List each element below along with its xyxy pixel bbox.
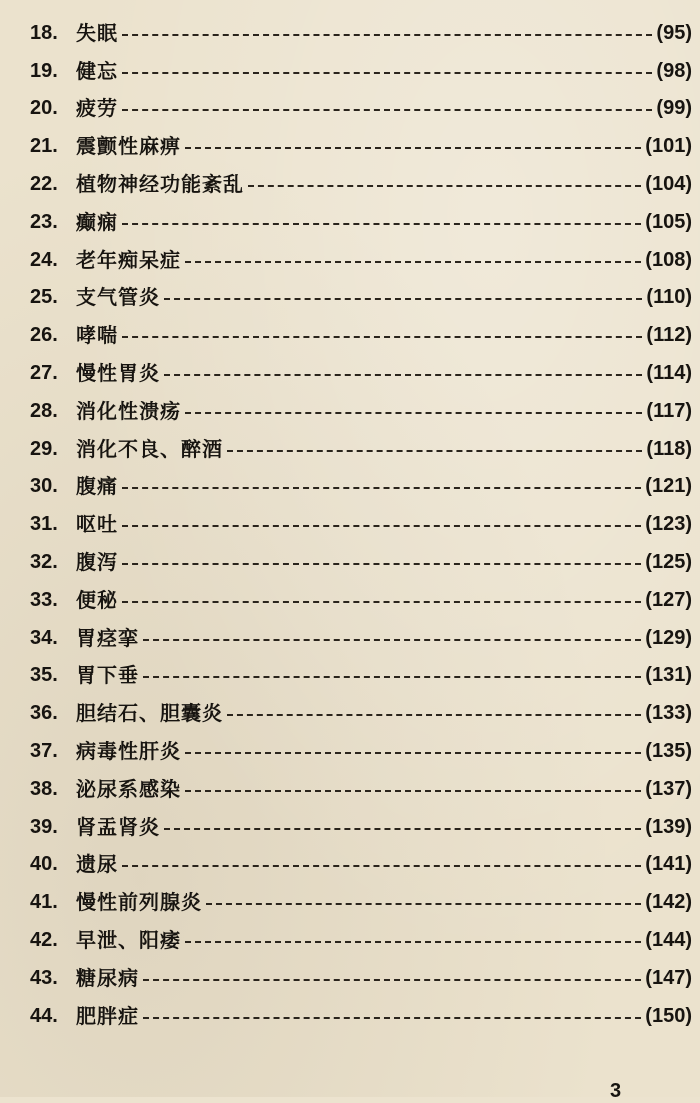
toc-entry [0, 392, 700, 430]
toc-entry [0, 279, 700, 317]
dotted-leader [122, 72, 652, 74]
entry-title: 健忘 [76, 58, 118, 83]
toc-entry [0, 581, 700, 619]
entry-page-ref: (110) [646, 286, 692, 309]
entry-page-ref: (150) [645, 1004, 692, 1027]
toc-entry [0, 543, 700, 581]
entry-page-ref: (101) [645, 135, 692, 158]
dotted-leader [122, 336, 642, 338]
entry-page-ref: (147) [645, 966, 692, 989]
toc-entry [0, 316, 700, 354]
dotted-leader [248, 185, 641, 187]
entry-page-ref: (127) [645, 588, 692, 611]
entry-title: 胃痉挛 [76, 625, 139, 650]
dotted-leader [143, 639, 641, 641]
dotted-leader [185, 147, 641, 149]
dotted-leader [122, 525, 641, 527]
toc-entry [0, 883, 700, 921]
entry-number: 27. [30, 362, 58, 385]
entry-number: 26. [30, 324, 58, 347]
dotted-leader [227, 450, 642, 452]
entry-number: 25. [30, 286, 58, 309]
toc-entry [0, 505, 700, 543]
entry-number: 22. [30, 173, 58, 196]
entry-title: 肥胖症 [76, 1003, 139, 1028]
toc-entry [0, 52, 700, 90]
entry-title: 泌尿系感染 [76, 776, 181, 801]
toc-entry [0, 770, 700, 808]
entry-number: 23. [30, 210, 58, 233]
toc-entry [0, 846, 700, 884]
toc-entry [0, 354, 700, 392]
toc-entry [0, 241, 700, 279]
entry-title: 失眠 [76, 20, 118, 45]
entry-page-ref: (131) [645, 664, 692, 687]
dotted-leader [122, 865, 641, 867]
toc-entry [0, 430, 700, 468]
dotted-leader [164, 374, 642, 376]
entry-title: 慢性胃炎 [76, 361, 160, 386]
entry-title: 糖尿病 [76, 965, 139, 990]
dotted-leader [185, 790, 641, 792]
entry-number: 28. [30, 399, 58, 422]
entry-title: 哮喘 [76, 323, 118, 348]
entry-title: 支气管炎 [76, 285, 160, 310]
dotted-leader [143, 1017, 641, 1019]
entry-number: 20. [30, 97, 58, 120]
entry-title: 震颤性麻痹 [76, 134, 181, 159]
dotted-leader [122, 223, 641, 225]
entry-title: 胆结石、胆囊炎 [76, 701, 223, 726]
dotted-leader [143, 979, 641, 981]
dotted-leader [185, 752, 641, 754]
toc-entry [0, 203, 700, 241]
entry-page-ref: (121) [645, 475, 692, 498]
dotted-leader [185, 412, 642, 414]
toc-entry [0, 657, 700, 695]
entry-number: 34. [30, 626, 58, 649]
entry-page-ref: (133) [645, 702, 692, 725]
entry-number: 19. [30, 59, 58, 82]
dotted-leader [227, 714, 641, 716]
dotted-leader [164, 298, 642, 300]
entry-title: 遗尿 [76, 852, 118, 877]
entry-title: 呕吐 [76, 512, 118, 537]
entry-page-ref: (117) [646, 399, 692, 422]
entry-page-ref: (139) [645, 815, 692, 838]
dotted-leader [122, 34, 652, 36]
dotted-leader [206, 903, 641, 905]
toc-entry [0, 694, 700, 732]
entry-page-ref: (95) [656, 21, 692, 44]
entry-number: 42. [30, 929, 58, 952]
entry-title: 老年痴呆症 [76, 247, 181, 272]
entry-title: 肾盂肾炎 [76, 814, 160, 839]
entry-page-ref: (129) [645, 626, 692, 649]
toc-entry [0, 90, 700, 128]
entry-title: 腹痛 [76, 474, 118, 499]
entry-title: 腹泻 [76, 550, 118, 575]
dotted-leader [122, 109, 652, 111]
entry-number: 18. [30, 21, 58, 44]
entry-page-ref: (98) [656, 59, 692, 82]
entry-page-ref: (123) [645, 513, 692, 536]
dotted-leader [143, 676, 641, 678]
entry-number: 38. [30, 777, 58, 800]
entry-number: 30. [30, 475, 58, 498]
toc-entry [0, 14, 700, 52]
dotted-leader [185, 941, 641, 943]
entry-page-ref: (105) [645, 210, 692, 233]
toc-entry [0, 127, 700, 165]
entry-page-ref: (144) [645, 929, 692, 952]
entry-title: 病毒性肝炎 [76, 739, 181, 764]
dotted-leader [164, 828, 641, 830]
entry-number: 41. [30, 891, 58, 914]
entry-page-ref: (99) [656, 97, 692, 120]
entry-title: 癫痫 [76, 209, 118, 234]
table-of-contents [0, 14, 700, 1035]
toc-entry [0, 921, 700, 959]
entry-number: 21. [30, 135, 58, 158]
toc-entry [0, 997, 700, 1035]
entry-number: 39. [30, 815, 58, 838]
entry-number: 43. [30, 966, 58, 989]
entry-page-ref: (118) [646, 437, 692, 460]
entry-title: 早泄、阳痿 [76, 928, 181, 953]
entry-number: 33. [30, 588, 58, 611]
entry-page-ref: (108) [645, 248, 692, 271]
toc-entry [0, 619, 700, 657]
entry-title: 消化性溃疡 [76, 398, 181, 423]
dotted-leader [185, 261, 641, 263]
entry-page-ref: (104) [645, 173, 692, 196]
entry-title: 疲劳 [76, 96, 118, 121]
dotted-leader [122, 563, 641, 565]
entry-page-ref: (141) [645, 853, 692, 876]
entry-number: 31. [30, 513, 58, 536]
entry-title: 慢性前列腺炎 [76, 890, 202, 915]
page-number: 3 [610, 1080, 622, 1102]
toc-entry [0, 165, 700, 203]
entry-title: 植物神经功能紊乱 [76, 172, 244, 197]
entry-page-ref: (142) [645, 891, 692, 914]
toc-entry [0, 468, 700, 506]
entry-number: 40. [30, 853, 58, 876]
toc-entry [0, 808, 700, 846]
entry-page-ref: (114) [646, 362, 692, 385]
toc-entry [0, 732, 700, 770]
entry-page-ref: (125) [645, 551, 692, 574]
dotted-leader [122, 601, 641, 603]
entry-title: 消化不良、醉酒 [76, 436, 223, 461]
entry-title: 便秘 [76, 587, 118, 612]
entry-number: 35. [30, 664, 58, 687]
toc-entry [0, 959, 700, 997]
entry-page-ref: (135) [645, 740, 692, 763]
entry-title: 胃下垂 [76, 663, 139, 688]
entry-number: 24. [30, 248, 58, 271]
entry-number: 32. [30, 551, 58, 574]
entry-number: 37. [30, 740, 58, 763]
entry-number: 29. [30, 437, 58, 460]
entry-number: 44. [30, 1004, 58, 1027]
entry-number: 36. [30, 702, 58, 725]
dotted-leader [122, 487, 641, 489]
entry-page-ref: (137) [645, 777, 692, 800]
entry-page-ref: (112) [646, 324, 692, 347]
